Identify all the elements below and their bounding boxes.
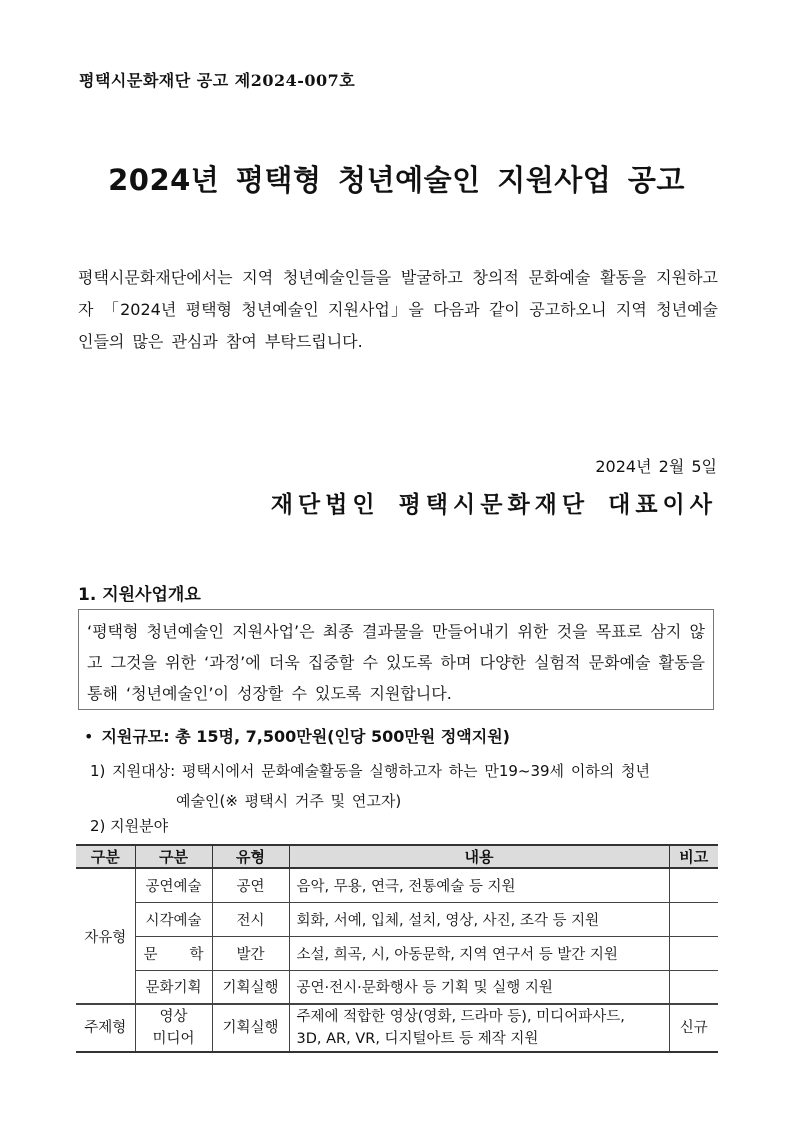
table-row [76,868,718,902]
note-cell: 신규 [669,1004,718,1052]
bullet-icon: • [84,727,94,746]
note-cell [669,868,718,902]
content-cell: 소설, 희곡, 시, 아동문학, 지역 연구서 등 발간 지원 [289,936,669,970]
support-target-line1: 1) 지원대상: 평택시에서 문화예술활동을 실행하고자 하는 만19~39세 이하의 청년 [90,762,651,780]
table-row [76,936,718,970]
field-cell-part: 문 [143,946,158,963]
section-title-overview: 1. 지원사업개요 [78,585,201,605]
header-category: 구분 [76,845,135,868]
group-cell: 주제형 [76,1004,135,1052]
type-cell: 기획실행 [212,970,289,1004]
type-cell: 발간 [212,936,289,970]
summary-box [78,609,714,710]
support-scale-text: 지원규모: 총 15명, 7,500만원(인당 500만원 정액지원) [101,727,510,746]
support-target [90,756,720,816]
header-subcategory: 구분 [135,845,212,868]
note-cell [669,902,718,936]
support-target-line2: 예술인(※ 평택시 거주 및 연고자) [176,792,402,810]
table-row [76,902,718,936]
content-cell: 회화, 서예, 입체, 설치, 영상, 사진, 조각 등 지원 [289,902,669,936]
field-cell: 문화기획 [135,970,212,1004]
type-cell: 기획실행 [212,1004,289,1052]
summary-text: ‘평택형 청년예술인 지원사업’은 최종 결과물을 만들어내기 위한 것을 목표로 삼지 않고 그것을 위한 ‘과정’에 더욱 집중할 수 있도록 하며 다양한 실험적 문화예술 활동을 통해 ‘청년예술인’이 성장할 수 있도록 지원합니다. [87,622,705,703]
field-cell: 공연예술 [135,868,212,902]
type-cell: 공연 [212,868,289,902]
header-content: 내용 [289,845,669,868]
table-header-row [76,845,718,868]
signer: 재단법인 평택시문화재단 대표이사 [270,492,717,518]
note-cell [669,936,718,970]
notice-number: 평택시문화재단 공고 제2024-007호 [79,71,356,90]
content-cell-line: 3D, AR, VR, 디지털아트 등 제작 지원 [296,1031,539,1047]
field-cell [135,1004,212,1052]
announcement-date: 2024년 2월 5일 [595,457,717,476]
table-row [76,970,718,1004]
field-cell-line: 영상 [159,1009,188,1025]
field-cell: 시각예술 [135,902,212,936]
support-fields-table [76,844,718,1053]
note-cell [669,970,718,1004]
header-note: 비고 [669,845,718,868]
header-type: 유형 [212,845,289,868]
field-cell-line: 미디어 [152,1031,195,1047]
content-cell-line: 주제에 적합한 영상(영화, 드라마 등), 미디어파사드, [296,1009,625,1025]
table-row [76,1004,718,1052]
content-cell [289,1004,669,1052]
support-fields-label: 2) 지원분야 [90,817,169,835]
content-cell: 공연·전시·문화행사 등 기획 및 실행 지원 [289,970,669,1004]
support-scale [84,724,510,747]
field-cell-part: 학 [189,946,204,963]
content-cell: 음악, 무용, 연극, 전통예술 등 지원 [289,868,669,902]
field-cell [135,936,212,970]
type-cell: 전시 [212,902,289,936]
intro-paragraph: 평택시문화재단에서는 지역 청년예술인들을 발굴하고 창의적 문화예술 활동을 지원하고자 「2024년 평택형 청년예술인 지원사업」을 다음과 같이 공고하오니 지역 청년예술인들의 많은 관심과 참여 부탁드립니다. [78,268,718,351]
document-title: 2024년 평택형 청년예술인 지원사업 공고 [108,163,685,197]
group-cell: 자유형 [76,868,135,1004]
